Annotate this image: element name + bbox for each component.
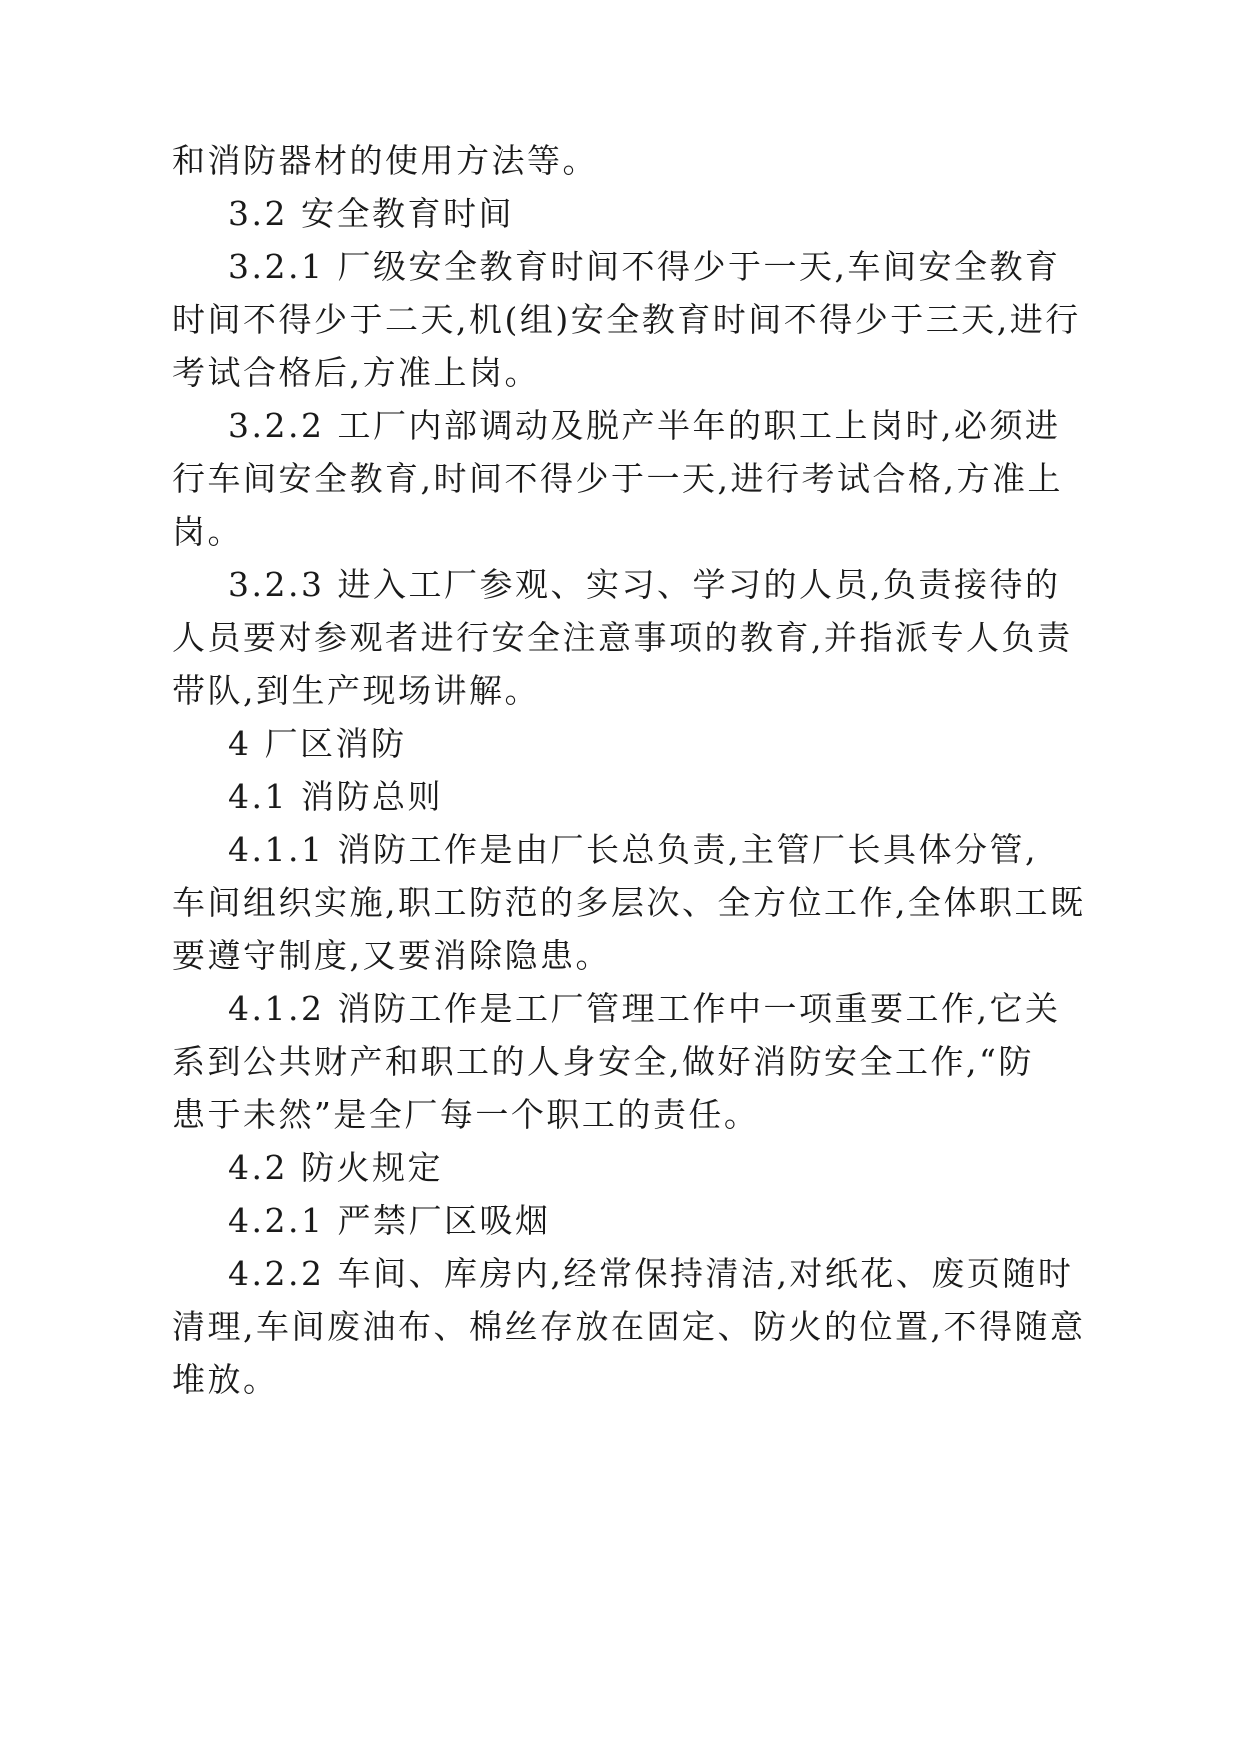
text-line-16: 要遵守制度,又要消除隐患。 — [172, 936, 611, 975]
text-line-1: 和消防器材的使用方法等。 — [172, 141, 598, 180]
text-line-3: 3.2.1 厂级安全教育时间不得少于一天,车间安全教育 — [228, 247, 1061, 286]
text-line-14: 4.1.1 消防工作是由厂长总负责,主管厂长具体分管, — [228, 830, 1038, 869]
text-line-23: 清理,车间废油布、棉丝存放在固定、防火的位置,不得随意 — [172, 1307, 1086, 1346]
text-line-24: 堆放。 — [172, 1360, 279, 1399]
text-line-15: 车间组织实施,职工防范的多层次、全方位工作,全体职工既 — [172, 883, 1086, 922]
section-heading-4-2: 4.2 防火规定 — [228, 1148, 443, 1187]
section-heading-3-2: 3.2 安全教育时间 — [228, 194, 514, 233]
text-line-22: 4.2.2 车间、库房内,经常保持清洁,对纸花、废页随时 — [228, 1254, 1074, 1293]
text-line-6: 3.2.2 工厂内部调动及脱产半年的职工上岗时,必须进 — [228, 406, 1061, 445]
text-line-21: 4.2.1 严禁厂区吸烟 — [228, 1201, 551, 1240]
section-heading-4: 4 厂区消防 — [228, 724, 407, 763]
text-line-8: 岗。 — [172, 512, 243, 551]
text-line-4: 时间不得少于二天,机(组)安全教育时间不得少于三天,进行 — [172, 300, 1081, 339]
text-line-7: 行车间安全教育,时间不得少于一天,进行考试合格,方准上 — [172, 459, 1063, 498]
text-line-9: 3.2.3 进入工厂参观、实习、学习的人员,负责接待的 — [228, 565, 1061, 604]
text-line-18: 系到公共财产和职工的人身安全,做好消防安全工作,“防 — [172, 1042, 1034, 1081]
text-line-19: 患于未然”是全厂每一个职工的责任。 — [172, 1095, 760, 1134]
text-line-5: 考试合格后,方准上岗。 — [172, 353, 540, 392]
section-heading-4-1: 4.1 消防总则 — [228, 777, 443, 816]
text-line-11: 带队,到生产现场讲解。 — [172, 671, 540, 710]
text-line-17: 4.1.2 消防工作是工厂管理工作中一项重要工作,它关 — [228, 989, 1061, 1028]
text-line-10: 人员要对参观者进行安全注意事项的教育,并指派专人负责 — [172, 618, 1073, 657]
